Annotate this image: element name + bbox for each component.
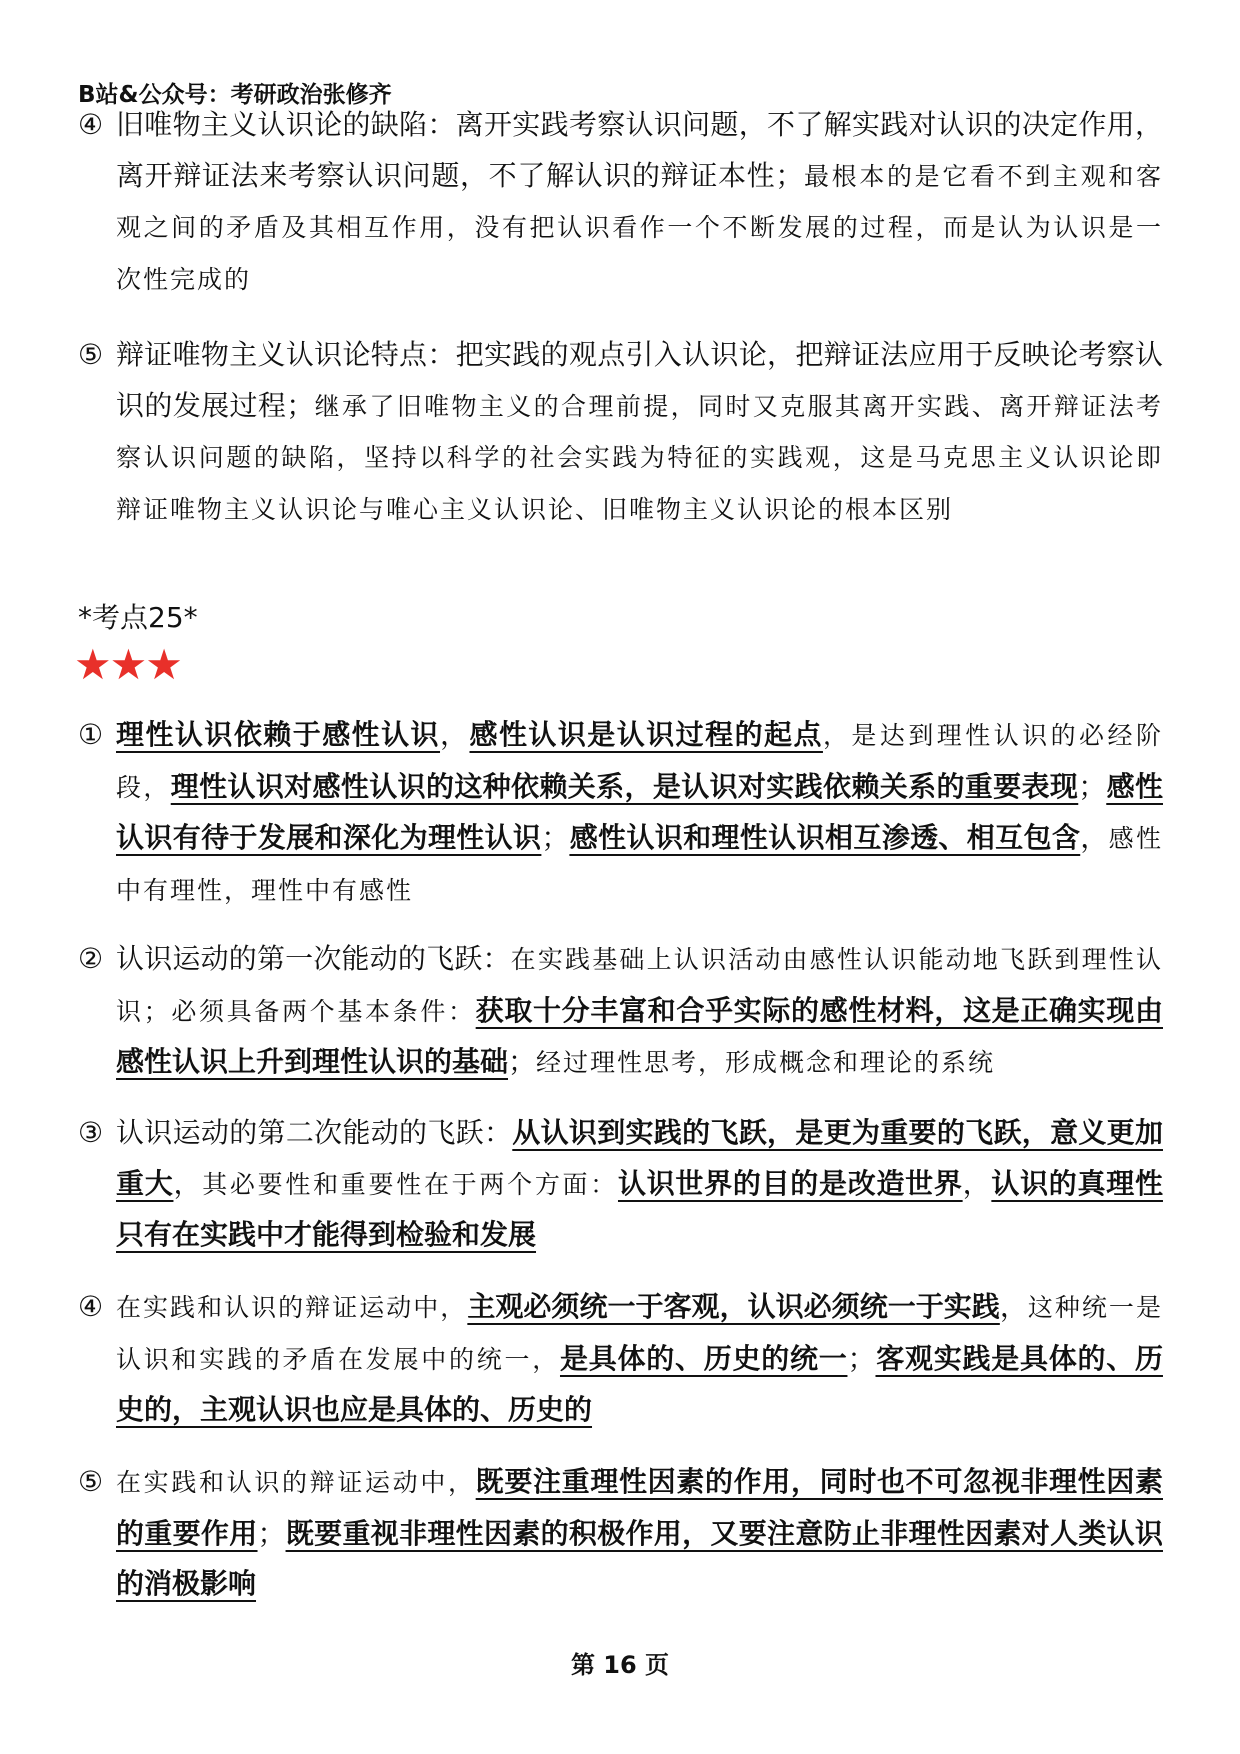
text-segment: 经过理性思考，形成概念和理论的系统	[536, 1048, 996, 1077]
key-phrase: 理性认识依赖于感性认识	[116, 718, 441, 751]
numbered-paragraph	[78, 1457, 1163, 1610]
key-phrase: 认识的真理性只有在实践中才能得到检验和发展	[116, 1166, 1163, 1251]
text-segment: ；	[1078, 769, 1107, 803]
text-segment: 辩证唯物主义认识论特点：把实践的观点引入认识论，把辩证法应用于反映论考察认识的发展过程；	[116, 338, 1163, 422]
text-segment: 在实践基础上认识活动由感性认识能动地飞跃到理性认识；必须具备两个基本条件：	[116, 945, 1163, 1026]
key-phrase: 既要注重理性因素的作用，同时也不可忽视非理性因素的重要作用	[116, 1465, 1163, 1550]
key-phrase: 既要重视非理性因素的积极作用，又要注意防止非理性因素对人类认识的消极影响	[116, 1516, 1163, 1600]
item-number: ④	[78, 108, 104, 141]
key-phrase: 从认识到实践的飞跃，是更为重要的飞跃，意义更加重大	[116, 1116, 1163, 1200]
text-segment: ，是达到理性认识的必经阶段，	[116, 721, 1163, 802]
text-segment: ；	[541, 821, 570, 854]
page-header: B站&公众号：考研政治张修齐	[78, 82, 392, 108]
text-segment: 认识运动的第一次能动的飞跃：	[116, 942, 511, 975]
text-segment: ，	[999, 1290, 1028, 1323]
key-phrase: 感性认识是认识过程的起点	[469, 718, 823, 751]
text-segment: ；	[508, 1045, 537, 1078]
key-phrase: 获取十分丰富和合乎实际的感性材料，这是正确实现由感性认识上升到理性认识的基础	[116, 993, 1163, 1078]
text-segment: ，	[440, 718, 470, 751]
item-number: ④	[78, 1290, 104, 1323]
text-segment: 在实践和认识的辩证运动中，	[116, 1468, 476, 1497]
text-segment: ，	[1080, 821, 1109, 854]
key-phrase: 主观必须统一于客观，认识必须统一于实践	[467, 1290, 1000, 1323]
text-segment: 其必要性和重要性在于两个方面：	[202, 1169, 618, 1199]
text-segment: 感性中有理性，理性中有感性	[116, 824, 1163, 905]
key-phrase: 客观实践是具体的、历史的，主观认识也应是具体的、历史的	[116, 1341, 1163, 1426]
key-phrase: 感性认识和理性认识相互渗透、相互包含	[569, 821, 1081, 854]
text-segment: 继承了旧唯物主义的合理前提，同时又克服其离开实践、离开辩证法考察认识问题的缺陷，坚持以科学的社会实践为特征的实践观，这是马克思主义认识论即辩证唯物主义认识论与唯心主义认识论、旧唯物主义认识论的根本区别	[116, 391, 1163, 524]
item-number: ⑤	[78, 338, 104, 371]
key-phrase: 认识世界的目的是改造世界	[617, 1166, 963, 1200]
key-phrase: 理性认识对感性认识的这种依赖关系，是认识对实践依赖关系的重要表现	[170, 769, 1079, 803]
item-number: ③	[78, 1116, 104, 1149]
point-title: *考点25*	[78, 601, 198, 634]
text-segment: 在实践和认识的辩证运动中，	[116, 1293, 468, 1322]
numbered-paragraph	[78, 100, 1163, 305]
star-rating: ★★★	[74, 640, 181, 689]
numbered-paragraph	[78, 1108, 1163, 1261]
text-segment: ；	[847, 1341, 876, 1375]
numbered-paragraph	[78, 330, 1163, 535]
text-segment: 旧唯物主义认识论的缺陷：离开实践考察认识问题，不了解实践对认识的决定作用，离开辩证法来考察认识问题，不了解认识的辩证本性；	[116, 108, 1163, 192]
numbered-paragraph	[78, 710, 1163, 916]
numbered-paragraph	[78, 934, 1163, 1089]
text-segment: 认识运动的第二次能动的飞跃：	[116, 1116, 513, 1149]
text-segment: ；	[257, 1516, 286, 1550]
page-number: 第 16 页	[570, 1651, 670, 1679]
item-number: ②	[78, 942, 104, 975]
text-segment: ，	[173, 1166, 203, 1200]
item-number: ①	[78, 718, 104, 751]
key-phrase: 感性认识有待于发展和深化为理性认识	[116, 769, 1163, 854]
text-segment: 最根本的是它看不到主观和客观之间的矛盾及其相互作用，没有把认识看作一个不断发展的过程，而是认为认识是一次性完成的	[116, 161, 1163, 294]
item-number: ⑤	[78, 1465, 104, 1498]
key-phrase: 是具体的、历史的统一	[559, 1341, 848, 1375]
text-segment: ，	[962, 1166, 992, 1200]
text-segment: 这种统一是认识和实践的矛盾在发展中的统一，	[116, 1293, 1163, 1374]
numbered-paragraph	[78, 1282, 1163, 1436]
